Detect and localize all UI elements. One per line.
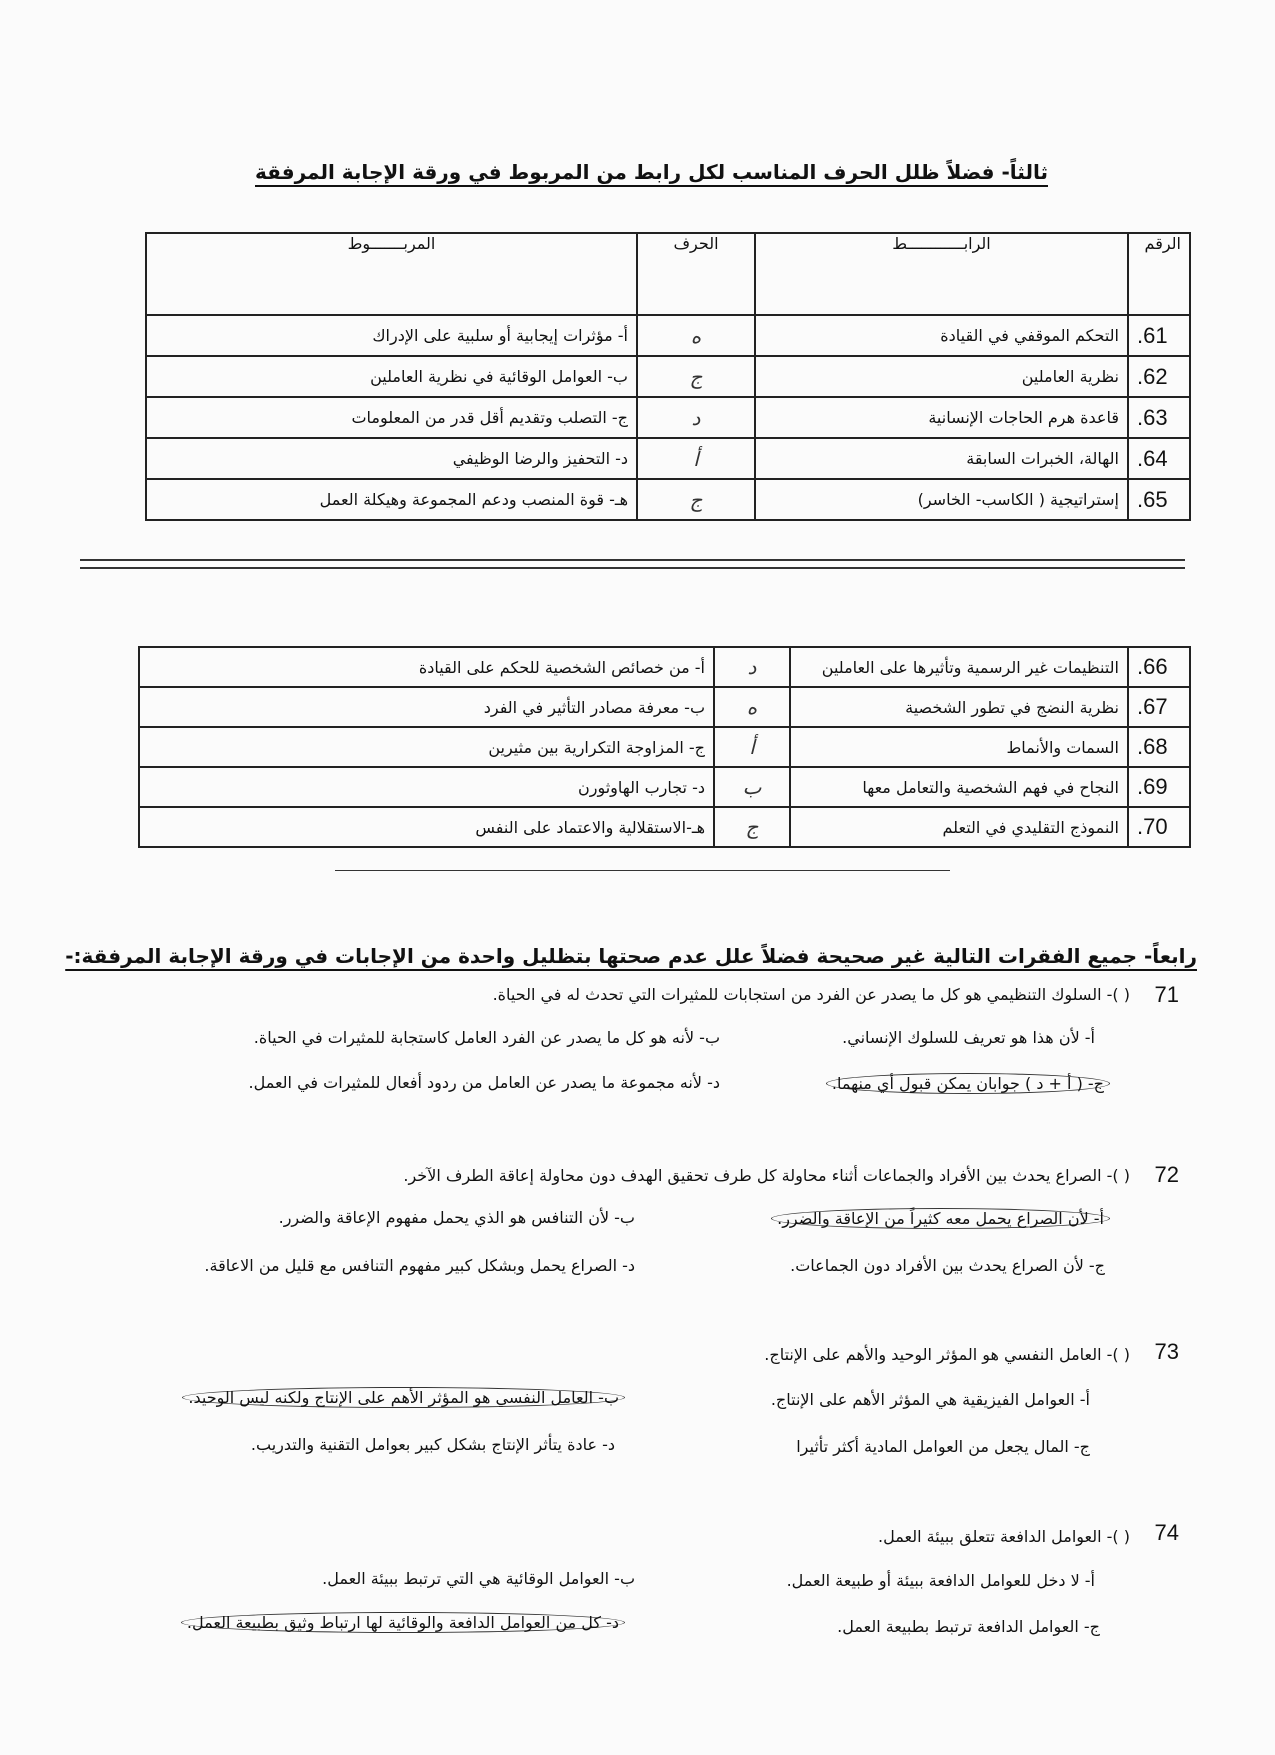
row-linked: ج- التصلب وتقديم أقل قدر من المعلومات: [146, 397, 637, 438]
row-linked: ج- المزاوجة التكرارية بين مثيرين: [139, 727, 714, 767]
table-row: [139, 807, 1190, 847]
row-linked: هـ- قوة المنصب ودعم المجموعة وهيكلة العمل: [146, 479, 637, 520]
row-linked: أ- مؤثرات إيجابية أو سلبية على الإدراك: [146, 315, 637, 356]
row-linked: أ- من خصائص الشخصية للحكم على القيادة: [139, 647, 714, 687]
row-letter-handwritten: ه: [714, 687, 790, 727]
option-b-circled: [182, 1387, 625, 1408]
table-row: [146, 479, 1190, 520]
question-number: 71: [1154, 982, 1179, 1007]
table-header-row: [146, 233, 1190, 315]
option-a: أ- لا دخل للعوامل الدافعة ببيئة أو طبيعة العمل.: [786, 1571, 1095, 1590]
option-b: ب- لأنه هو كل ما يصدر عن الفرد العامل كاستجابة للمثيرات في الحياة.: [253, 1028, 720, 1047]
table-row: [139, 687, 1190, 727]
option-c: ج- لأن الصراع يحدث بين الأفراد دون الجماعات.: [790, 1256, 1105, 1275]
table-row: [146, 356, 1190, 397]
row-letter-handwritten: د: [637, 397, 755, 438]
table-row: [139, 727, 1190, 767]
row-link: التنظيمات غير الرسمية وتأثيرها على العاملين: [790, 647, 1128, 687]
header-letter: الحرف: [637, 233, 755, 315]
row-letter-handwritten: أ: [637, 438, 755, 479]
table-row: [146, 397, 1190, 438]
option-d: د- الصراع يحمل وبشكل كبير مفهوم التنافس مع قليل من الاعاقة.: [204, 1256, 635, 1275]
question-number: 72: [1154, 1162, 1179, 1187]
section3-title: ثالثاً- فضلاً ظلل الحرف المناسب لكل رابط من المربوط في ورقة الإجابة المرفقة: [255, 160, 1048, 184]
table-row: [139, 647, 1190, 687]
question-stem: ( )- السلوك التنظيمي هو كل ما يصدر عن الفرد من استجابات للمثيرات التي تحدث له في الحياة.: [492, 985, 1130, 1004]
option-a: أ- العوامل الفيزيقية هي المؤثر الأهم على الإنتاج.: [770, 1390, 1090, 1409]
row-link: السمات والأنماط: [790, 727, 1128, 767]
row-link: الهالة، الخبرات السابقة: [755, 438, 1128, 479]
row-letter-handwritten: أ: [714, 727, 790, 767]
row-letter-handwritten: ج: [714, 807, 790, 847]
row-linked: د- تجارب الهاوثورن: [139, 767, 714, 807]
row-letter-handwritten: ه: [637, 315, 755, 356]
section-separator-bottom: [80, 567, 1185, 569]
row-linked: ب- معرفة مصادر التأثير في الفرد: [139, 687, 714, 727]
row-letter-handwritten: د: [714, 647, 790, 687]
row-num: 68.: [1128, 727, 1190, 767]
row-link: نظرية العاملين: [755, 356, 1128, 397]
row-num: 70.: [1128, 807, 1190, 847]
answer-mark: أ- لأن الصراع يحمل معه كثيراً من الإعاقة والضرر.: [771, 1208, 1110, 1229]
row-linked: هـ-الاستقلالية والاعتماد على النفس: [139, 807, 714, 847]
row-letter-handwritten: ج: [637, 479, 755, 520]
row-num: 64.: [1128, 438, 1190, 479]
header-num: الرقم: [1128, 233, 1190, 315]
option-d: د- لأنه مجموعة ما يصدر عن العامل من ردود أفعال للمثيرات في العمل.: [248, 1073, 720, 1092]
row-letter-handwritten: ج: [637, 356, 755, 397]
section4-title: رابعاً- جميع الفقرات التالية غير صحيحة فضلاً علل عدم صحتها بتظليل واحدة من الإجابات في ورقة الإجابة المرفقة:-: [65, 944, 1197, 968]
option-d-circled: [181, 1612, 625, 1633]
option-c: ج- العوامل الدافعة ترتبط بطبيعة العمل.: [837, 1617, 1100, 1636]
row-num: 62.: [1128, 356, 1190, 397]
table-row: [146, 438, 1190, 479]
option-c-circled: [826, 1073, 1110, 1094]
row-link: قاعدة هرم الحاجات الإنسانية: [755, 397, 1128, 438]
matching-table-1: [145, 232, 1191, 521]
row-link: النموذج التقليدي في التعلم: [790, 807, 1128, 847]
row-num: 65.: [1128, 479, 1190, 520]
answer-mark: ج- ( أ + د ) جوابان يمكن قبول أي منهما.: [826, 1073, 1110, 1094]
row-num: 69.: [1128, 767, 1190, 807]
section-separator-top: [80, 559, 1185, 561]
option-b: ب- لأن التنافس هو الذي يحمل مفهوم الإعاقة والضرر.: [278, 1208, 635, 1227]
row-letter-handwritten: ب: [714, 767, 790, 807]
header-link: الرابــــــــــــط: [755, 233, 1128, 315]
matching-table-2: [138, 646, 1191, 848]
row-num: 67.: [1128, 687, 1190, 727]
option-a: أ- لأن هذا هو تعريف للسلوك الإنساني.: [842, 1028, 1095, 1047]
option-a-circled: [771, 1208, 1110, 1229]
row-link: التحكم الموقفي في القيادة: [755, 315, 1128, 356]
row-link: النجاح في فهم الشخصية والتعامل معها: [790, 767, 1128, 807]
question-number: 74: [1154, 1520, 1179, 1545]
table-row: [139, 767, 1190, 807]
row-num: 66.: [1128, 647, 1190, 687]
header-linked: المربـــــــوط: [146, 233, 637, 315]
question-stem: ( )- الصراع يحدث بين الأفراد والجماعات أثناء محاولة كل طرف تحقيق الهدف دون محاولة إعاقة الطرف الآخر.: [403, 1166, 1130, 1185]
option-d: د- عادة يتأثر الإنتاج بشكل كبير بعوامل التقنية والتدريب.: [250, 1435, 615, 1454]
row-num: 61.: [1128, 315, 1190, 356]
question-stem: ( )- العامل النفسي هو المؤثر الوحيد والأهم على الإنتاج.: [764, 1345, 1130, 1364]
answer-mark: د- كل من العوامل الدافعة والوقائية لها ارتباط وثيق بطبيعة العمل.: [181, 1612, 625, 1633]
table-row: [146, 315, 1190, 356]
row-linked: ب- العوامل الوقائية في نظرية العاملين: [146, 356, 637, 397]
question-stem: ( )- العوامل الدافعة تتعلق ببيئة العمل.: [878, 1527, 1130, 1546]
thin-separator: [335, 870, 950, 871]
row-link: نظرية النضج في تطور الشخصية: [790, 687, 1128, 727]
answer-mark: ب- العامل النفسي هو المؤثر الأهم على الإنتاج ولكنه ليس الوحيد.: [182, 1387, 625, 1408]
question-number: 73: [1154, 1339, 1179, 1364]
option-c: ج- المال يجعل من العوامل المادية أكثر تأثيرا: [796, 1437, 1090, 1456]
option-b: ب- العوامل الوقائية هي التي ترتبط ببيئة العمل.: [322, 1569, 635, 1588]
row-linked: د- التحفيز والرضا الوظيفي: [146, 438, 637, 479]
row-num: 63.: [1128, 397, 1190, 438]
row-link: إستراتيجية ( الكاسب- الخاسر): [755, 479, 1128, 520]
